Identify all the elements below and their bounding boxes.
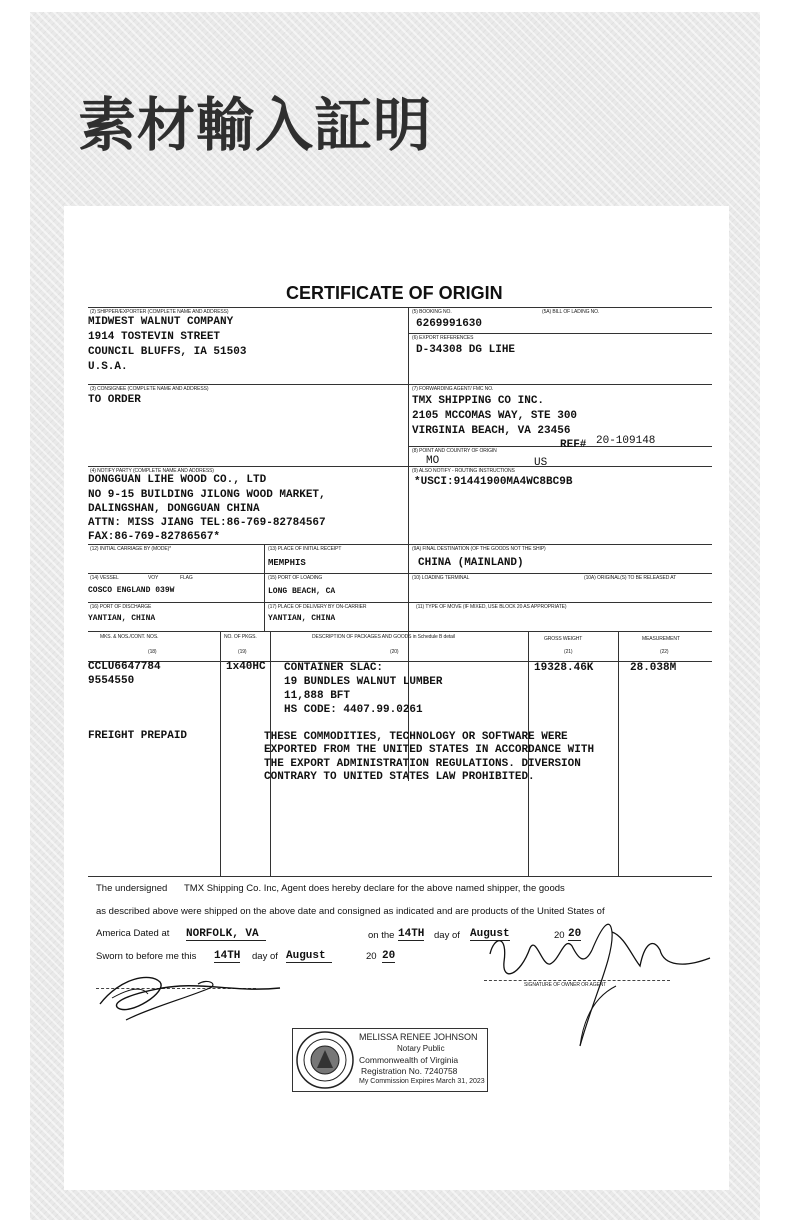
shipper-label: (2) SHIPPER/EXPORTER (COMPLETE NAME AND ADDRESS) (90, 309, 229, 315)
export-references-label: (6) EXPORT REFERENCES (412, 335, 474, 341)
place-of-delivery-label: (17) PLACE OF DELIVERY BY ON-CARRIER (268, 604, 367, 610)
point-of-origin-label: (8) POINT AND COUNTRY OF ORIGIN (412, 448, 497, 454)
notary-registration: Registration No. 7240758 (361, 1066, 458, 1076)
notary-title: Notary Public (397, 1044, 445, 1053)
goods-line: HS CODE: 4407.99.0261 (284, 704, 423, 716)
notify-line: DONGGUAN LIHE WOOD CO., LTD (88, 474, 267, 486)
ref-label: REF# (560, 439, 587, 451)
gross-weight-header: GROSS WEIGHT (544, 636, 583, 642)
gross-weight-header-number: (21) (564, 649, 573, 655)
consignee-label: (3) CONSIGNEE (COMPLETE NAME AND ADDRESS) (90, 386, 209, 392)
declaration-on-the: on the (368, 930, 395, 941)
notary-expiration: My Commission Expires March 31, 2023 (359, 1078, 485, 1085)
notary-commonwealth: Commonwealth of Virginia (359, 1055, 459, 1065)
package-count: 1x40HC (226, 661, 266, 673)
flag-label: FLAG (180, 575, 193, 581)
port-of-discharge-value: YANTIAN, CHINA (88, 614, 156, 623)
signature-label: SIGNATURE OF OWNER OR AGENT (524, 982, 607, 988)
goods-line: 11,888 BFT (284, 690, 351, 702)
place-of-receipt-label: (13) PLACE OF INITIAL RECEIPT (268, 546, 342, 552)
shipper-line: 1914 TOSTEVIN STREET (88, 331, 221, 343)
ref-value: 20-109148 (596, 435, 656, 447)
declaration-text: as described above were shipped on the above date and consigned as indicated and are products of the United States of (96, 906, 605, 917)
marks-header-number: (18) (148, 649, 157, 655)
port-of-discharge-label: (16) PORT OF DISCHARGE (90, 604, 152, 610)
notify-line: NO 9-15 BUILDING JILONG WOOD MARKET, (88, 489, 326, 501)
packages-header: NO. OF PKGS. (224, 634, 257, 640)
container-number: CCLU6647784 (88, 661, 161, 673)
final-destination-value: CHINA (MAINLAND) (418, 557, 524, 569)
shipper-line: MIDWEST WALNUT COMPANY (88, 316, 234, 328)
booking-number: 6269991630 (416, 318, 483, 330)
goods-line: CONTAINER SLAC: (284, 662, 384, 674)
measurement-header-number: (22) (660, 649, 669, 655)
export-notice-line: CONTRARY TO UNITED STATES LAW PROHIBITED. (264, 771, 535, 783)
pre-carriage-label: (12) INITIAL CARRIAGE BY (MODE)* (90, 546, 171, 552)
voyage-label: VOY (148, 575, 159, 581)
notary-signature-icon (90, 958, 290, 1030)
bill-of-lading-label: (5A) BILL OF LADING NO. (542, 309, 600, 315)
port-of-loading-value: LONG BEACH, CA (268, 587, 336, 596)
place-of-delivery-value: YANTIAN, CHINA (268, 614, 336, 623)
origin-country: US (534, 457, 548, 469)
sworn-year-prefix: 20 (366, 951, 377, 962)
port-of-loading-label: (15) PORT OF LOADING (268, 575, 323, 581)
export-notice-line: THE EXPORT ADMINISTRATION REGULATIONS. DIVERSION (264, 758, 581, 770)
declaration-place: NORFOLK, VA (186, 928, 266, 941)
place-of-receipt-value: MEMPHIS (268, 558, 306, 568)
declaration-year: 20 (568, 928, 582, 940)
description-header-number: (20) (390, 649, 399, 655)
origin-state: MO (426, 455, 440, 467)
notary-stamp (292, 1028, 488, 1092)
notary-name: MELISSA RENEE JOHNSON (359, 1032, 478, 1042)
gross-weight-value: 19328.46K (534, 662, 594, 674)
export-reference: D-34308 DG LIHE (416, 344, 516, 356)
declaration-agent: TMX Shipping Co. Inc, Agent does hereby declare for the above named shipper, the goods (184, 883, 565, 894)
consignee-value: TO ORDER (88, 394, 141, 406)
sworn-text: Sworn to before me this (96, 951, 197, 962)
loading-terminal-label: (10) LOADING TERMINAL (412, 575, 470, 581)
shipper-line: U.S.A. (88, 361, 128, 373)
also-notify-value: *USCI:91441900MA4WC8BC9B (414, 476, 573, 488)
shipper-line: COUNCIL BLUFFS, IA 51503 (88, 346, 247, 358)
page-heading: 素材輸入証明 (78, 91, 433, 159)
declaration-year-prefix: 20 (554, 930, 565, 941)
vessel-label: (14) VESSEL (90, 575, 119, 581)
declaration-day: 14TH (398, 928, 425, 940)
vessel-value: COSCO ENGLAND 039W (88, 586, 175, 595)
type-of-move-label: (11) TYPE OF MOVE (IF MIXED, USE BLOCK 20 AS APPROPRIATE) (416, 604, 567, 610)
notary-seal-icon (295, 1030, 355, 1090)
forwarding-line: 2105 MCCOMAS WAY, STE 300 (412, 410, 578, 422)
measurement-header: MEASUREMENT (642, 636, 680, 642)
declaration-day-of: day of (434, 930, 460, 941)
booking-label: (5) BOOKING NO. (412, 309, 452, 315)
agent-signature-icon (484, 906, 714, 1056)
certificate-document (64, 206, 729, 1190)
also-notify-label: (9) ALSO NOTIFY - ROUTING INSTRUCTIONS (412, 468, 515, 474)
sworn-day-of: day of (252, 951, 278, 962)
declaration-undersigned: The undersigned (96, 883, 168, 894)
export-notice-line: THESE COMMODITIES, TECHNOLOGY OR SOFTWARE WERE (264, 731, 568, 743)
freight-terms: FREIGHT PREPAID (88, 730, 188, 742)
measurement-value: 28.038M (630, 662, 677, 674)
export-notice-line: EXPORTED FROM THE UNITED STATES IN ACCORDANCE WITH (264, 744, 595, 756)
forwarding-line: TMX SHIPPING CO INC. (412, 395, 545, 407)
notify-line: ATTN: MISS JIANG TEL:86-769-82784567 (88, 517, 326, 529)
declaration-dated-at: America Dated at (96, 928, 170, 939)
notify-line: DALINGSHAN, DONGGUAN CHINA (88, 503, 260, 515)
packages-header-number: (19) (238, 649, 247, 655)
sworn-day: 14TH (214, 950, 241, 962)
document-title: CERTIFICATE OF ORIGIN (286, 283, 503, 303)
forwarding-line: VIRGINIA BEACH, VA 23456 (412, 425, 571, 437)
goods-line: 19 BUNDLES WALNUT LUMBER (284, 676, 443, 688)
final-destination-label: (9A) FINAL DESTINATION (OF THE GOODS NOT THE SHIP) (412, 546, 546, 552)
marks-header: MKS. & NOS./CONT. NOS. (100, 634, 159, 640)
sworn-month: August (286, 950, 332, 963)
notify-party-label: (4) NOTIFY PARTY (COMPLETE NAME AND ADDRESS) (90, 468, 214, 474)
sworn-year: 20 (382, 950, 396, 962)
seal-number: 9554550 (88, 675, 135, 687)
originals-label: (10A) ORIGINAL(S) TO BE RELEASED AT (584, 575, 677, 581)
forwarding-agent-label: (7) FORWARDING AGENT/ FMC NO. (412, 386, 494, 392)
description-header: DESCRIPTION OF PACKAGES AND GOODS in Schedule B detail (312, 634, 455, 640)
declaration-month: August (470, 928, 510, 940)
notify-line: FAX:86-769-82786567* (88, 531, 221, 543)
